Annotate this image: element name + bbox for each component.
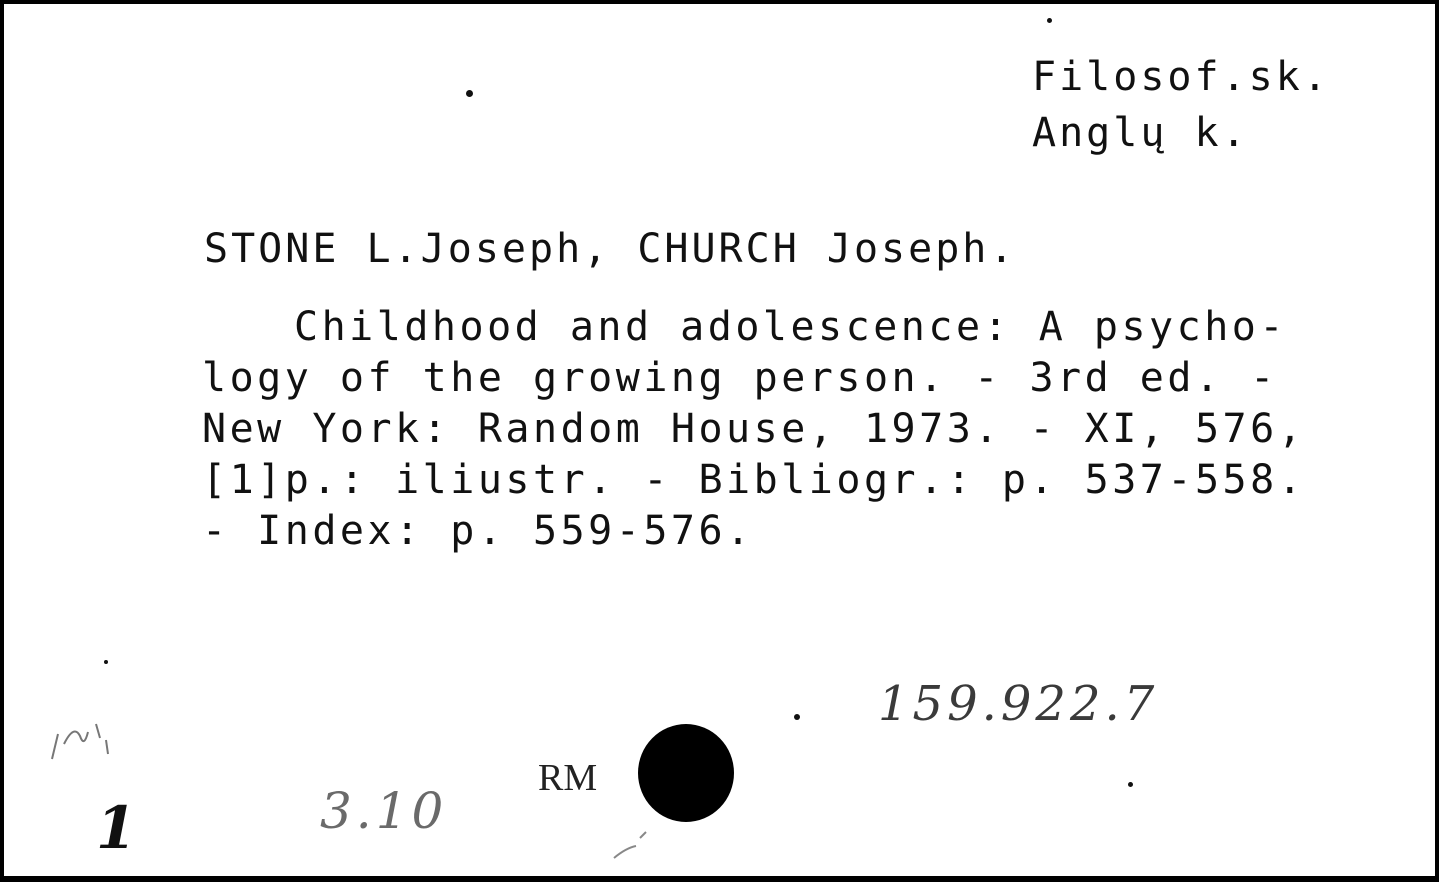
description-line: Childhood and adolescence: A psycho- xyxy=(294,304,1287,350)
copy-number: 1 xyxy=(96,794,137,862)
ink-speck xyxy=(104,660,108,664)
rm-stamp: RM xyxy=(538,757,598,799)
description-line: logy of the growing person. - 3rd ed. - xyxy=(202,355,1278,401)
shelf-number: 3.10 xyxy=(320,782,448,840)
ink-speck xyxy=(466,90,473,97)
ink-speck xyxy=(794,714,800,720)
language-heading: Anglų k. xyxy=(1032,110,1249,156)
pencil-scribble xyxy=(610,824,660,864)
pencil-scribble xyxy=(44,704,144,774)
description-line: New York: Random House, 1973. - XI, 576, xyxy=(202,406,1306,452)
description-line: [1]p.: iliustr. - Bibliogr.: p. 537-558. xyxy=(202,457,1306,503)
ink-speck xyxy=(1128,782,1133,787)
ink-speck xyxy=(1047,18,1052,23)
call-number: 159.922.7 xyxy=(878,676,1159,732)
description-line: - Index: p. 559-576. xyxy=(202,508,754,554)
subject-heading: Filosof.sk. xyxy=(1032,54,1330,100)
punch-hole xyxy=(638,724,734,822)
author-line: STONE L.Joseph, CHURCH Joseph. xyxy=(204,226,1017,272)
